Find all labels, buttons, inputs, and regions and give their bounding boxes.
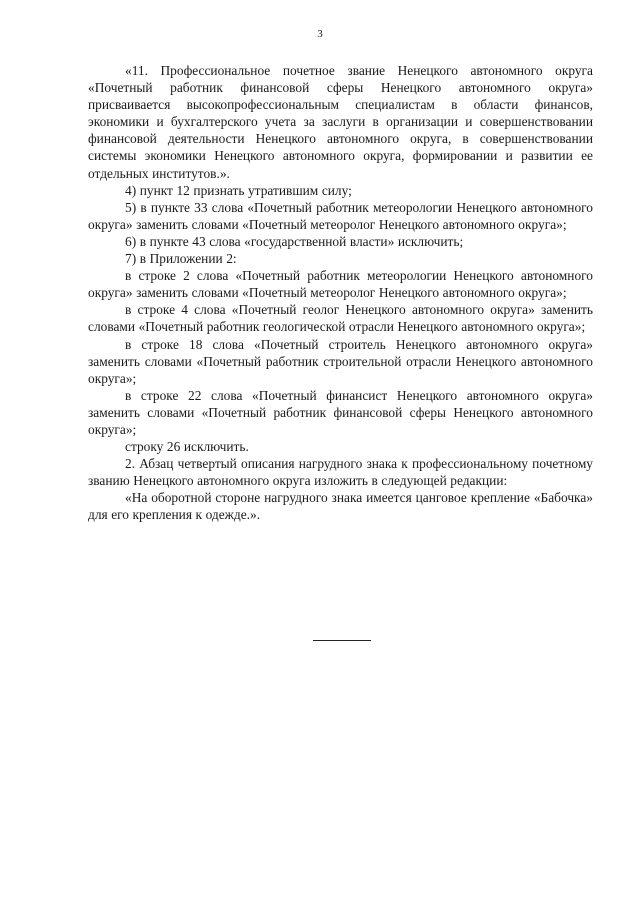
- paragraph-row-22: в строке 22 слова «Почетный финансист Ненецкого автономного округа» заменить словами «Почетный работник финансовой сферы Ненецкого автономного округа»;: [88, 387, 593, 437]
- paragraph-item-7: 7) в Приложении 2:: [125, 251, 237, 267]
- page-number: 3: [317, 28, 323, 40]
- paragraph-row-18: в строке 18 слова «Почетный строитель Ненецкого автономного округа» заменить словами «Почетный работник строительной отрасли Ненецкого автономного округа»;: [88, 336, 593, 386]
- document-body: [88, 62, 593, 524]
- end-separator: [313, 640, 371, 641]
- paragraph-row-2: в строке 2 слова «Почетный работник метеорологии Ненецкого автономного округа» заменить словами «Почетный метеоролог Ненецкого автономного округа»;: [88, 268, 593, 301]
- paragraph-item-5: 5) в пункте 33 слова «Почетный работник метеорологии Ненецкого автономного округа» заменить словами «Почетный метеоролог Ненецкого автономного округа»;: [88, 199, 593, 232]
- paragraph-row-4: в строке 4 слова «Почетный геолог Ненецкого автономного округа» заменить словами «Почетный работник геологической отрасли Ненецкого автономного округа»;: [88, 302, 593, 335]
- paragraph-item-6: 6) в пункте 43 слова «государственной власти» исключить;: [125, 233, 464, 249]
- paragraph-item-4: 4) пункт 12 признать утратившим силу;: [125, 182, 352, 198]
- paragraph-section-2: 2. Абзац четвертый описания нагрудного знака к профессиональному почетному званию Ненецкого автономного округа изложить в следующей редакции:: [88, 456, 593, 489]
- paragraph-item-11-definition: «11. Профессиональное почетное звание Ненецкого автономного округа «Почетный работник финансовой сферы Ненецкого автономного округа» присваивается высокопрофессиональным специалистам в области финансов, экономики и бухгалтерского учета за заслуги в организации и совершенствовании финансовой деятельности Ненецкого автономного округа, в совершенствовании системы экономики Ненецкого автономного округа, формировании и развитии ее отдельных институтов.».: [88, 63, 593, 181]
- paragraph-row-26: строку 26 исключить.: [125, 439, 249, 455]
- paragraph-quote: «На оборотной стороне нагрудного знака имеется цанговое крепление «Бабочка» для его крепления к одежде.».: [88, 490, 593, 523]
